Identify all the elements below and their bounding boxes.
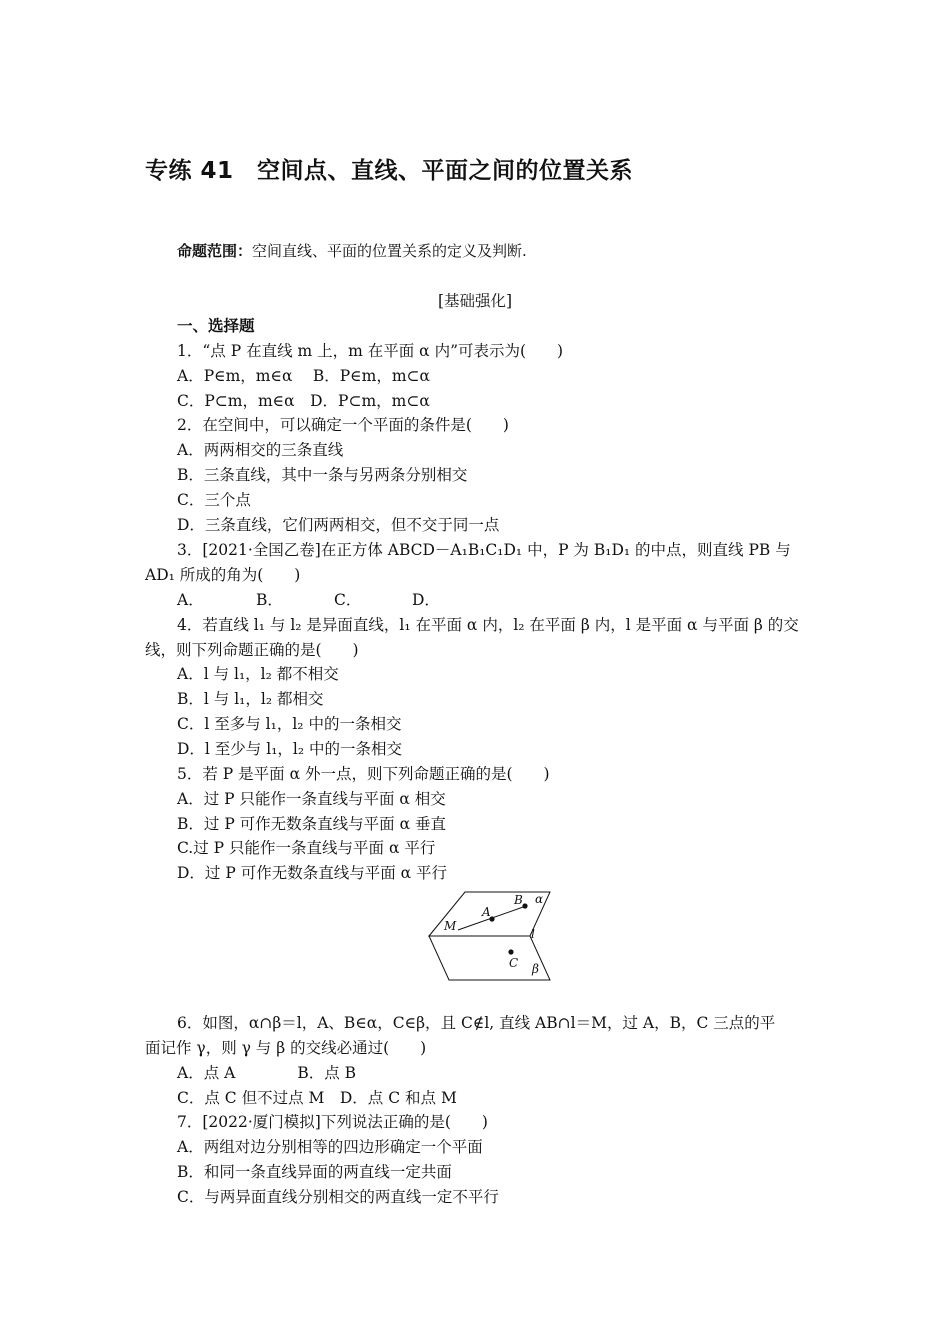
q3-stem-line1: 3．[2021·全国乙卷]在正方体 ABCD－A₁B₁C₁D₁ 中，P 为 B₁D₁ 的中点，则直线 PB 与: [177, 541, 791, 559]
label-alpha: α: [535, 892, 544, 906]
point-c: [508, 949, 513, 954]
q4-option-b: B．l 与 l₁，l₂ 都相交: [177, 690, 324, 708]
q2-option-c: C．三个点: [177, 491, 251, 509]
q3-option-a: A．: [177, 591, 204, 609]
part-heading: 一、选择题: [177, 317, 255, 335]
q5-option-d: D．过 P 可作无数条直线与平面 α 平行: [177, 864, 448, 882]
page-title: 专练 41 空间点、直线、平面之间的位置关系: [145, 158, 634, 184]
scope-line: [177, 240, 527, 261]
q5-option-b: B．过 P 可作无数条直线与平面 α 垂直: [177, 815, 446, 833]
label-a: A: [482, 905, 491, 919]
label-c: C: [509, 956, 519, 970]
q4-option-a: A．l 与 l₁，l₂ 都不相交: [177, 665, 339, 683]
q7-option-b: B．和同一条直线异面的两直线一定共面: [177, 1163, 452, 1181]
q7-option-c: C．与两异面直线分别相交的两直线一定不平行: [177, 1188, 499, 1206]
q3-option-b: B．: [256, 591, 283, 609]
q4-stem-line2: 线，则下列命题正确的是( ): [145, 641, 359, 659]
q7-option-a: A．两组对边分别相等的四边形确定一个平面: [177, 1138, 483, 1156]
planes-figure: [418, 888, 558, 983]
q2-stem: 2．在空间中，可以确定一个平面的条件是( ): [177, 416, 509, 434]
q2-option-d: D．三条直线，它们两两相交，但不交于同一点: [177, 516, 500, 534]
q1-options-ab: A．P∈m，m∈α B．P∈m，m⊂α: [177, 367, 431, 385]
label-m: M: [444, 919, 457, 933]
q5-option-c: C.过 P 只能作一条直线与平面 α 平行: [177, 839, 436, 857]
q2-option-a: A．两两相交的三条直线: [177, 441, 344, 459]
q4-option-c: C．l 至多与 l₁，l₂ 中的一条相交: [177, 715, 402, 733]
label-b: B: [514, 893, 523, 907]
q1-options-cd: C．P⊂m，m∈α D．P⊂m，m⊂α: [177, 392, 430, 410]
section-heading: [基础强化]: [437, 292, 513, 310]
q3-option-c: C．: [334, 591, 362, 609]
q5-stem: 5．若 P 是平面 α 外一点，则下列命题正确的是( ): [177, 765, 550, 783]
q5-option-a: A．过 P 只能作一条直线与平面 α 相交: [177, 790, 446, 808]
q6-options-cd: C．点 C 但不过点 M D．点 C 和点 M: [177, 1089, 457, 1107]
scope-text: 空间直线、平面的位置关系的定义及判断.: [252, 242, 527, 260]
q1-stem: 1．“点 P 在直线 m 上，m 在平面 α 内”可表示为( ): [177, 342, 564, 360]
label-beta: β: [532, 962, 539, 976]
q6-stem-line1: 6．如图，α∩β＝l，A、B∈α，C∈β，且 C∉l, 直线 AB∩l＝M，过 A，B，C 三点的平: [177, 1014, 776, 1032]
q4-stem-line1: 4．若直线 l₁ 与 l₂ 是异面直线，l₁ 在平面 α 内，l₂ 在平面 β 内，l 是平面 α 与平面 β 的交: [177, 616, 799, 634]
q4-option-d: D．l 至少与 l₁，l₂ 中的一条相交: [177, 740, 403, 758]
scope-label: 命题范围：: [177, 242, 253, 260]
q3-stem-line2: AD₁ 所成的角为( ): [145, 566, 301, 584]
q6-stem-line2: 面记作 γ，则 γ 与 β 的交线必通过( ): [145, 1039, 427, 1057]
label-l: l: [531, 927, 535, 941]
q2-option-b: B．三条直线，其中一条与另两条分别相交: [177, 466, 468, 484]
point-b: [522, 903, 527, 908]
q3-option-d: D．: [412, 591, 440, 609]
q6-options-ab: A．点 A B．点 B: [177, 1064, 357, 1082]
q7-stem: 7．[2022·厦门模拟]下列说法正确的是( ): [177, 1113, 488, 1131]
